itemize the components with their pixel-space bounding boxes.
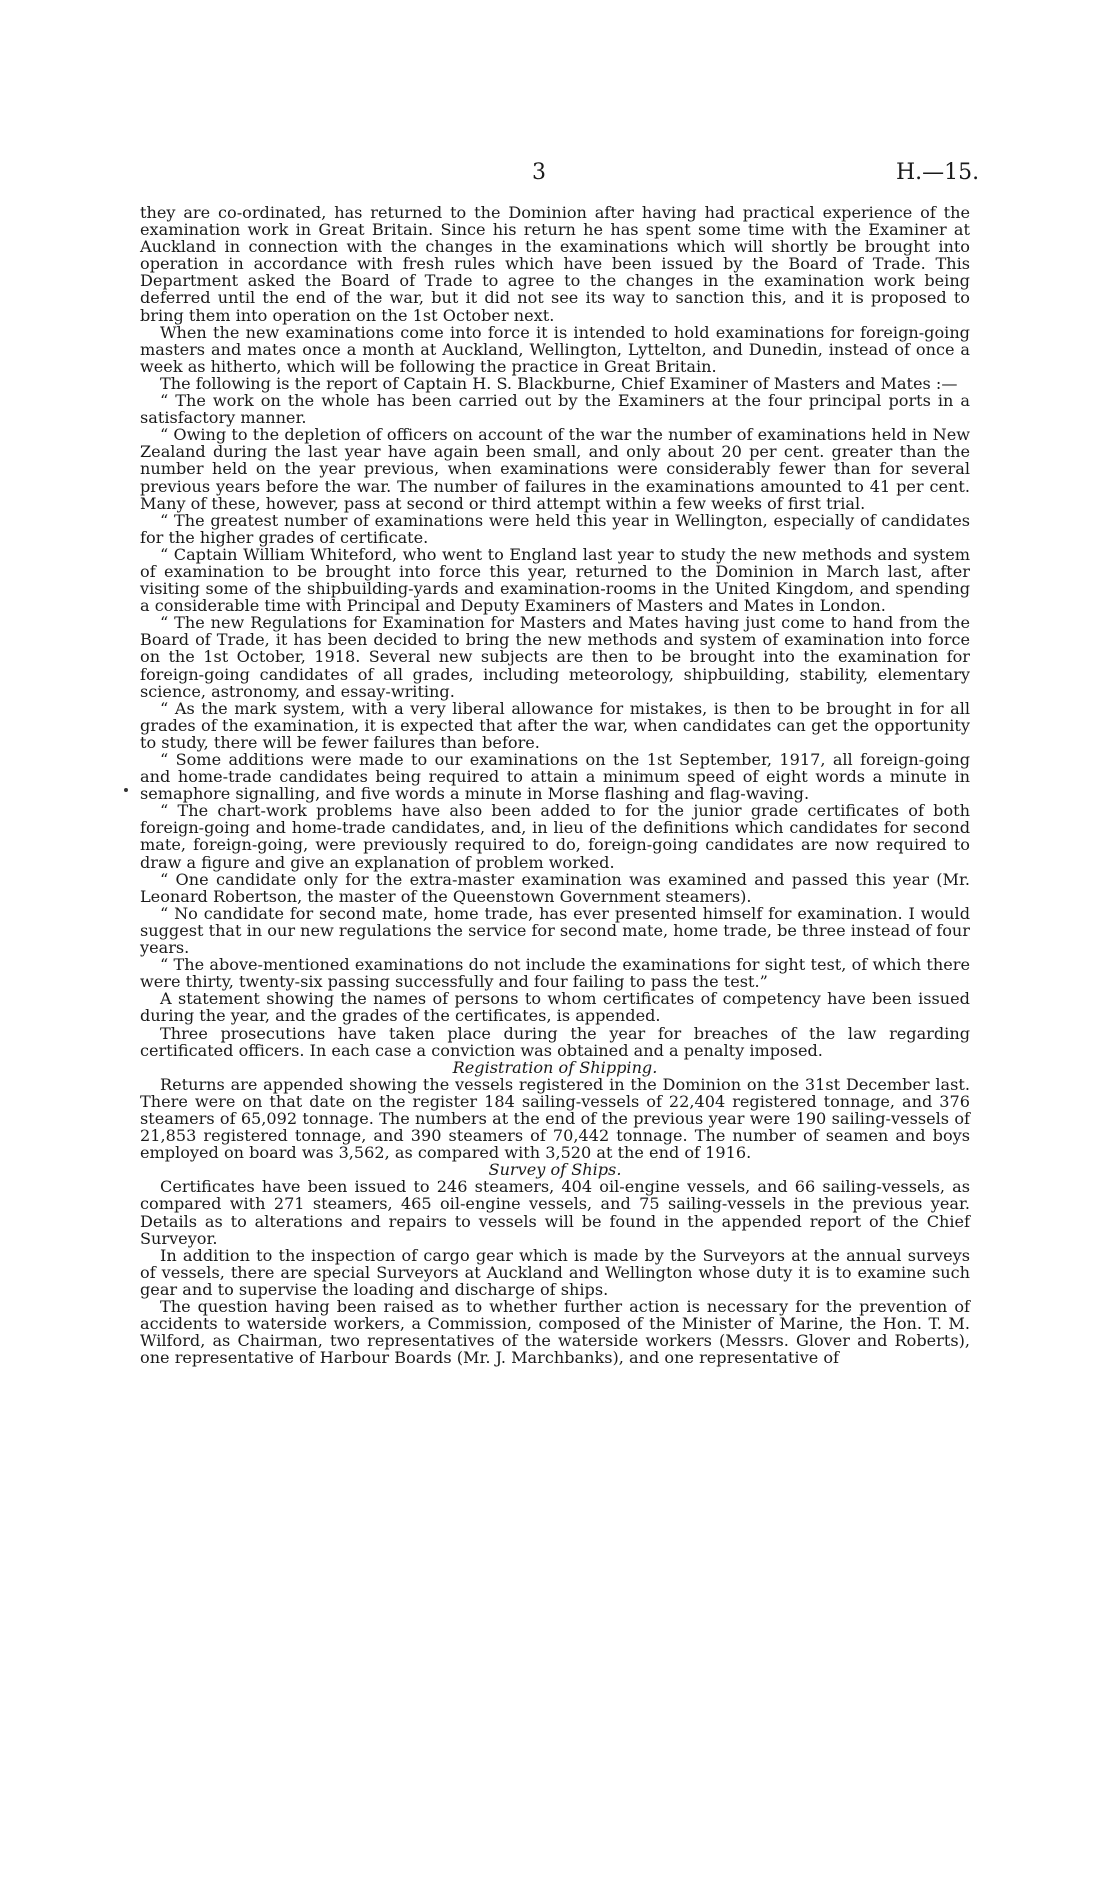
paragraph: “ As the mark system, with a very liberal allowance for mistakes, is then to be brought in for all grades of the examination, it is expected that after the war, when candidates can get the opportunity to study, there will be fewer failures than before. xyxy=(140,698,970,752)
paragraph: “ Captain William Whiteford, who went to England last year to study the new methods and system of examination to be brought into force this year, returned to the Dominion in March last, after visiting some of the shipbuilding-yards and examination-rooms in the United Kingdom, and spending a considerable time with Principal and Deputy Examiners of Masters and Mates in London. xyxy=(140,544,970,616)
paragraph: In addition to the inspection of cargo gear which is made by the Surveyors at the annual surveys of vessels, there are special Surveyors at Auckland and Wellington whose duty it is to examine such gear and to supervise the loading and discharge of ships. xyxy=(140,1245,970,1299)
paragraph: “ One candidate only for the extra-master examination was examined and passed this year (Mr. Leonard Robertson, the master of the Queenstown Government steamers). xyxy=(140,869,970,906)
paragraph: Certificates have been issued to 246 steamers, 404 oil-engine vessels, and 66 sailing-vessels, as compared with 271 steamers, 465 oil-engine vessels, and 75 sailing-vessels in the previous year. Details as to alterations and repairs to vessels will be found in the appended report of the Chief Surveyor. xyxy=(140,1177,970,1248)
paragraph: “ No candidate for second mate, home trade, has ever presented himself for examination. I would suggest that in our new regulations the service for second mate, home trade, be three instead of four years. xyxy=(140,903,970,958)
page-number: 3 xyxy=(532,160,546,185)
section-heading-registration: Registration of Shipping. xyxy=(452,1057,658,1077)
body-text xyxy=(140,204,970,1366)
paragraph: Three prosecutions have taken place during the year for breaches of the law regarding certificated officers. In each case a conviction was obtained and a penalty imposed. xyxy=(140,1023,970,1060)
paragraph: “ Some additions were made to our examinations on the 1st September, 1917, all foreign-going and home-trade candidates being required to attain a minimum speed of eight words a minute in semaphore signalling, and five words a minute in Morse flashing and flag-waving. xyxy=(140,750,970,804)
margin-mark xyxy=(124,788,128,792)
paragraph: “ The greatest number of examinations were held this year in Wellington, especially of candidates for the higher grades of certificate. xyxy=(140,510,970,547)
paragraph: A statement showing the names of persons to whom certificates of competency have been issued during the year, and the grades of the certificates, is appended. xyxy=(140,989,970,1026)
paragraph: they are co-ordinated, has returned to the Dominion after having had practical experience of the examination work in Great Britain. Since his return he has spent some time with the Examiner at Auckland in connection with the changes in the examinations which will shortly be brought into operation in accordance with fresh rules which have been issued by the Board of Trade. This Department asked the Board of Trade to agree to the changes in the examination work being deferred until the end of the war, but it did not see its way to sanction this, and it is proposed to bring them into operation on the 1st October next. xyxy=(140,203,970,325)
paragraph: “ The new Regulations for Examination for Masters and Mates having just come to hand from the Board of Trade, it has been decided to bring the new methods and system of examination into force on the 1st October, 1918. Several new subjects are then to be brought into the examination for foreign-going candidates of all grades, including meteorology, shipbuilding, stability, elementary science, astronomy, and essay-writing. xyxy=(140,613,970,701)
section-heading-survey: Survey of Ships. xyxy=(488,1160,622,1180)
document-reference: H.—15. xyxy=(896,160,980,185)
paragraph: “ The work on the whole has been carried out by the Examiners at the four principal ports in a satisfactory manner. xyxy=(140,391,970,428)
paragraph: The following is the report of Captain H. S. Blackburne, Chief Examiner of Masters and Mates :— xyxy=(160,373,958,393)
paragraph: The question having been raised as to whether further action is necessary for the prevention of accidents to waterside workers, a Commission, composed of the Minister of Marine, the Hon. T. M. Wilford, as Chairman, two representatives of the waterside workers (Messrs. Glover and Roberts), one representative of Harbour Boards (Mr. J. Marchbanks), and one representative of xyxy=(140,1297,970,1368)
paragraph: Returns are appended showing the vessels registered in the Dominion on the 31st December last. There were on that date on the register 184 sailing-vessels of 22,404 registered tonnage, and 376 steamers of 65,092 tonnage. The numbers at the end of the previous year were 190 sailing-vessels of 21,853 registered tonnage, and 390 steamers of 70,442 tonnage. The number of seamen and boys employed on board was 3,562, as compared with 3,520 at the end of 1916. xyxy=(140,1074,970,1163)
paragraph: When the new examinations come into force it is intended to hold examinations for foreign-going masters and mates once a month at Auckland, Wellington, Lyttelton, and Dunedin, instead of once a week as hitherto, which will be following the practice in Great Britain. xyxy=(140,322,970,376)
paragraph: “ The above-mentioned examinations do not include the examinations for sight test, of which there were thirty, twenty-six passing successfully and four failing to pass the test.” xyxy=(140,955,970,992)
paragraph: “ The chart-work problems have also been added to for the junior grade certificates of both foreign-going and home-trade candidates, and, in lieu of the definitions which candidates for second mate, foreign-going, were previously required to do, foreign-going candidates are now required to draw a figure and give an explanation of problem worked. xyxy=(140,801,970,872)
paragraph: “ Owing to the depletion of officers on account of the war the number of examinations held in New Zealand during the last year have again been small, and only about 20 per cent. greater than the number held on the year previous, when examinations were considerably fewer than for several previous years before the war. The number of failures in the examinations amounted to 41 per cent. Many of these, however, pass at second or third attempt within a few weeks of first trial. xyxy=(140,425,970,513)
